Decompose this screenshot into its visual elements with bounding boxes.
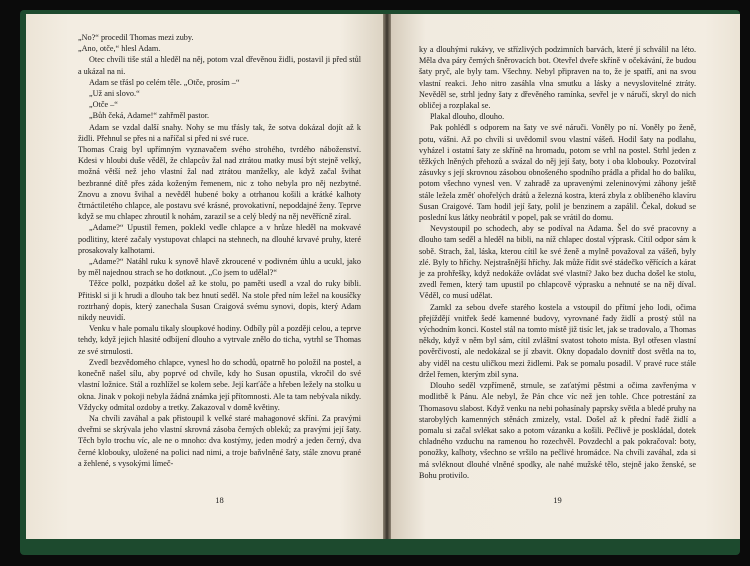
paragraph: Adam se vzdal další snahy. Nohy se mu třásly tak, že sotva dokázal dojít až k židli. Přehnul se přes ni a naříčal si před ni své ruce. — [78, 122, 361, 143]
paragraph: Zamkl za sebou dveře starého kostela a vstoupil do přítmí jeho lodi, očima přejíždějí vnitřek šedé kamenné budovy, vyrovnané řady židlí a prostý stůl na východním konci. Kostel stál na tomto místě již tisíc let, jak se tradovalo, a Thomas někdy, když v něm byl sám, cítil zvláštní svatost tohoto místa. Byl otřesen vlastní pověrčivostí, ale nedokázal se jí zbavit. Okny dopadalo dovnitř dost světla na to, aby viděl na cestu uličkou mezi židlemi. Pak se pomalu posadil. V pravé ruce stále držel řemen, kterým zbil syna. — [419, 302, 696, 379]
right-page-text — [419, 44, 696, 481]
paragraph: „No?“ procedil Thomas mezi zuby. — [78, 33, 194, 42]
page-number: 18 — [215, 495, 224, 505]
book-gutter — [383, 14, 391, 539]
paragraph: Dlouho seděl vzpřímeně, strnule, se zaťatými pěstmi a očima zavřenýma v modlitbě k Pánu. Ale nebyl, že Pán chce víc než jen tohle. Chce potrestání za Thomasovu slabost. Když venku na nebi pohasínaly paprsky světla a bledé pruhy na starobylých kamenných stěnách zmizely, vstal. Došel až k přední řadě židlí a pomalu si začal svlékat sako a potom vázanku a košili. Pečlivě je poskládal, dotek chladného vzduchu na ramenou ho rozechvěl. Povzdechl a pak pokračoval: boty, ponožky, kalhoty, všechno se vršilo na pečlivé hromádce. Na chvíli zaváhal, zda si má svléknout dlouhé vlněné spodky, ale nahé mužské tělo, stejně jako ženské, se Bohu protivilo. — [419, 381, 696, 480]
paragraph: Nevystoupil po schodech, aby se podíval na Adama. Šel do své pracovny a dlouho tam seděl a hleděl na bibli, na níž chlapec dostal výprask. Cítil odpor sám k sobě. Strach, žal, láska, kterou cítil ke své ženě a mylně považoval za vášeň, byly zlé. Byly to hříchy. Nejstrašnější hříchy. Jak může řídit své stádečko věřících a kárat je za prohřešky, když nedokáže ovládat své vlastní? Jako bez ducha došel ke stolu, zvedl řemen, který tam upustil po chlapcově výprasku a nehnuté se na něj díval. Věděl, co musí udělat. — [419, 224, 696, 301]
paragraph: Na chvíli zaváhal a pak přistoupil k velké staré mahagonové skříni. Za pravými dveřmi se skrývala jeho vlastní skrovná zásoba černých obleků; za pravými její šaty. Těch bylo trochu víc, ale ne o mnoho: dva kostýmy, jeden modrý a jeden černý, dva černé klobouky, uložené na polici nad nimi, a troje baňvlněné šaty, stále znovu prané a žehlené, s vysokými límeč- — [78, 413, 361, 468]
paragraph: „Adame?“ Upustil řemen, poklekl vedle chlapce a v hrůze hleděl na mokvavé podlitiny, které začaly vystupovat chlapci na stehnech, na dlouhé krvavé pruhy, které prosakovaly kalhotami. — [78, 223, 361, 255]
paragraph: Těžce polkl, pozpátku došel až ke stolu, po paměti usedl a vzal do ruky bibli. Přitiskl si ji k hrudi a dlouho tak bez hnutí seděl. Na stole před ním ležel na kousíčky roztrhaný dopis, který zanechala Susan Craigová svému synovi, dopis, který Adam nikdy neuvidí. — [78, 279, 361, 323]
left-page-text — [78, 32, 361, 469]
paragraph: „Ano, otče,“ hlesl Adam. — [78, 44, 161, 54]
paragraph: Adam se třásl po celém těle. „Otče, prosím –“ — [89, 77, 240, 87]
paragraph: Thomas Craig byl upřímným vyznavačem svého strohého, tvrdého náboženství. Kdesi v hloubi duše věděl, že chlapcův žal nad ztrátou matky musí být stejně velký, možná větší než jeho vlastní žal nad ztrátou manželky, ale když začal švihat bezbranné dítě přes záda koženým řemenem, nic z toho nebyla pro něj nezbytné. Znovu a znovu švihal a nevěděl hubené boky a otrhanou košili a krátké kalhoty čtrnáctiletého chlapce, ale postavu své krásné, provokativní, nepoddajné ženy. Teprve když se mu chlapec zhroutil k nohám, zarazil se a celý bledý na něj nevěřícně zíral. — [78, 145, 361, 222]
right-page — [391, 14, 740, 539]
paragraph: ky a dlouhými rukávy, ve střízlivých podzimních barvách, které jí schválil na léto. Měla dva páry černých šněrovacích bot. Otevřel dveře skříně v očekávání, že budou šaty pryč, ale byly tam. Všechny. Nebyl připraven na to, že je spatří, ani na svou vlastní reakci. Jeho nitro zasáhla vlna smutku a lásky a nevyslovitelné ztráty. Nevěděl se, strhl jedny šaty z dřevěného ramínka, sevřel je v náručí, skryl do nich obličej a rozplakal se. — [419, 45, 696, 111]
paragraph: Plakal dlouho, dlouho. — [430, 112, 505, 122]
paragraph: „Už ani slovo.“ — [89, 89, 140, 99]
left-page — [26, 14, 383, 539]
paragraph: „Adame?“ Natáhl ruku k synově hlavě zkroucené v podivném úhlu a ucukl, jako by měl najednou strach se ho dotknout. „Co jsem to udělal?“ — [78, 257, 361, 278]
paragraph: Pak pohlédl s odporem na šaty ve své náruči. Voněly po ní. Voněly po ženě, potu, vášni. Až po chvíli si uvědomil svou vlastní vášeň. Hodil šaty na podlahu, vyházel i ostatní šaty ze skříně na hromadu, potom se vrhl na postel. Strhl jeden z těžkých lněných přehozů a svázal do něj její šaty, boty i oba klobouky. Pozotvíral zásuvky s její skrovnou zásobou obnošeného spodního prádla a přidal ho do balíku, potom všechno vynesl ven. V zahradě za upravenými zeleninovými záhony ještě stále ležela změť ohořelých drátů a železná kostra, která zbyla z oblíbeného klavíru Susan Craigové. Tam hodil její šaty, polil je benzinem a zapálil. Čekal, dokud se poslední kus látky neobrátil v popel, pak se vrátil do domu. — [419, 123, 696, 223]
paragraph: „Bůh čeká, Adame!“ zahřměl pastor. — [89, 111, 210, 121]
paragraph: Venku v hale pomalu tikaly sloupkové hodiny. Odbíly půl a později celou, a teprve tehdy, když jejich hlasité odbíjení dlouho a vytrvale znělo do ticha, vytrhl se Thomas ze své strnulosti. — [78, 324, 361, 356]
paragraph: Zvedl bezvědomého chlapce, vynesl ho do schodů, opatrně ho položil na postel, a konečně našel sílu, aby poprvé od chvíle, kdy ho Susan opustila, vkročil do své vlastní ložnice. Stál a rozhlížel se kolem sebe. Její karťáče a hřeben ležely na stolku u okna. Jinak v pokoji nebyla žádná známka její přítomnosti. Ale ta tam nebývala nikdy. Vždycky odmítal ozdoby a tretky. Zakazoval v domě květiny. — [78, 357, 361, 412]
paragraph: Otec chvíli tiše stál a hleděl na něj, potom vzal dřevěnou židli, postavil ji před stůl a ukázal na ni. — [78, 55, 361, 76]
paragraph: „Otče –“ — [89, 100, 118, 110]
page-number: 19 — [553, 495, 562, 505]
